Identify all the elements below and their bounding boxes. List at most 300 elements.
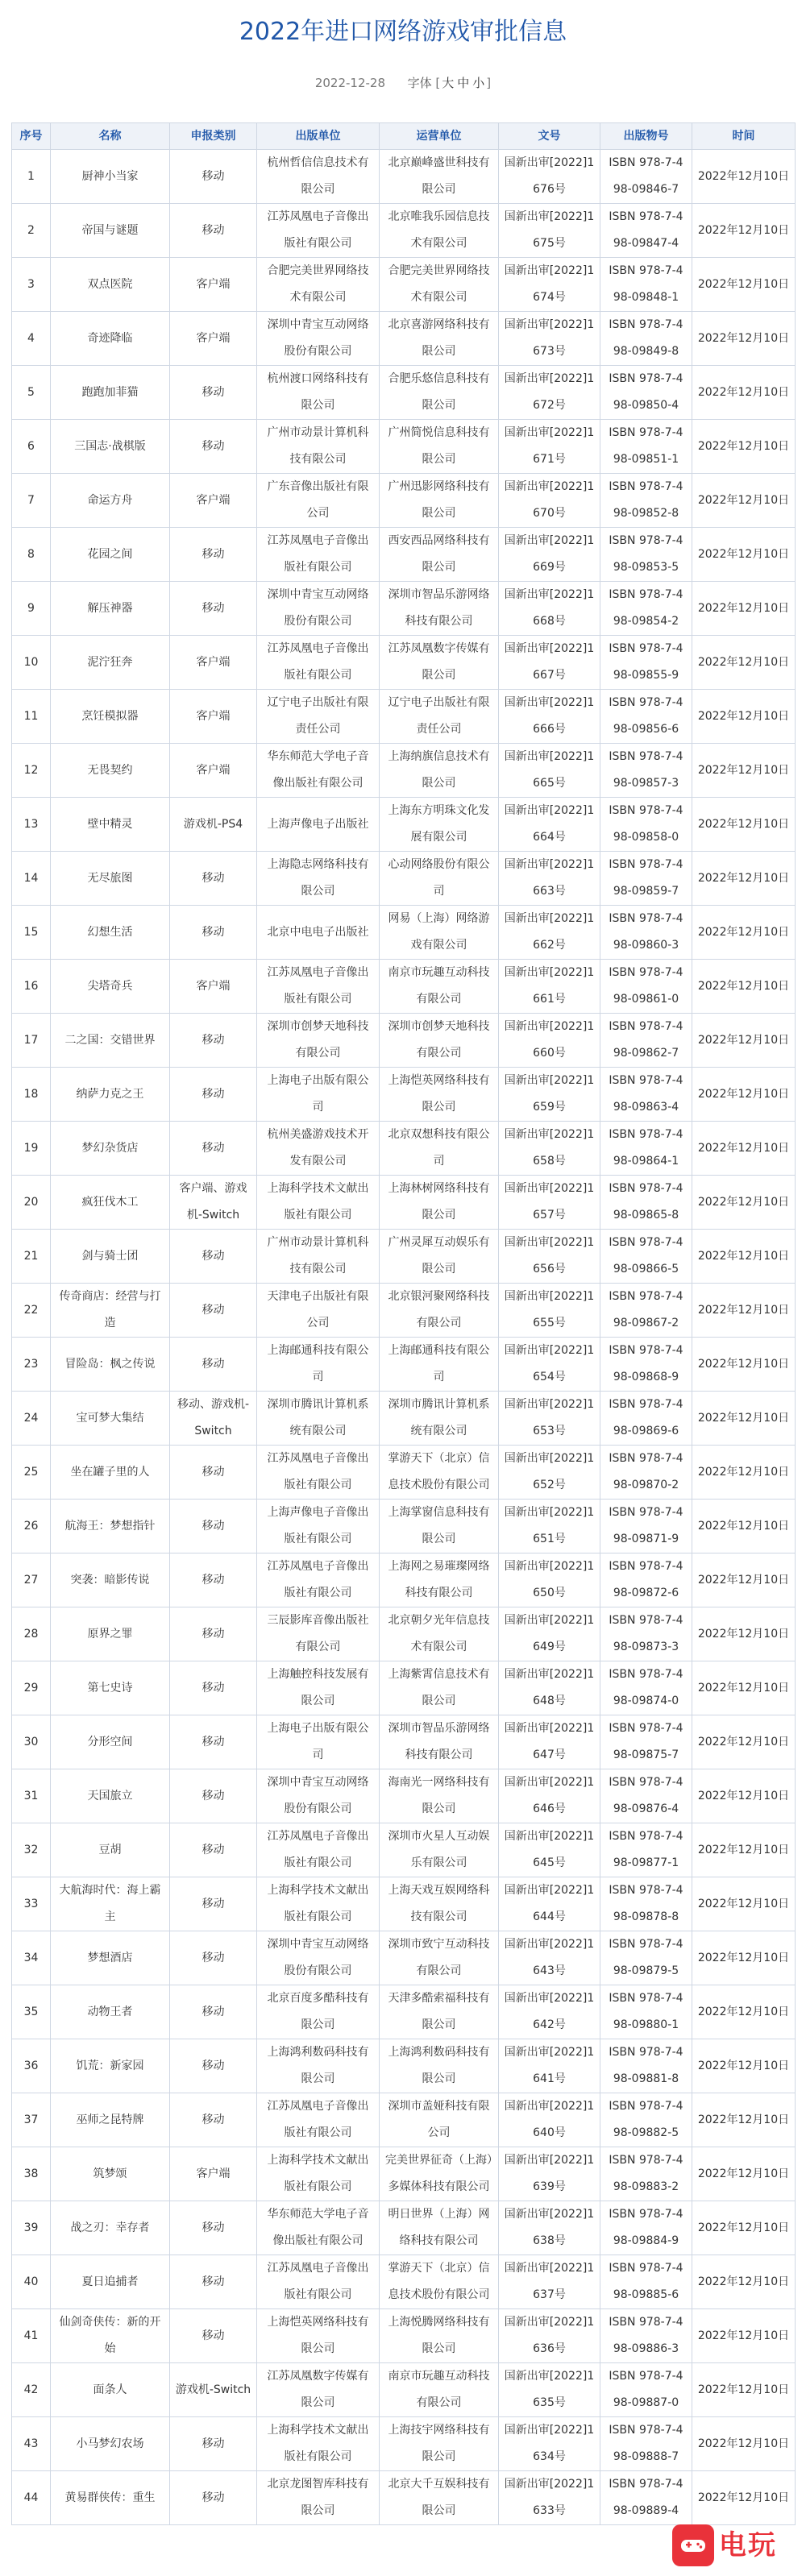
cell-operator: 上海东方明珠文化发展有限公司: [380, 798, 499, 852]
cell-date: 2022年12月10日: [692, 420, 796, 474]
cell-date: 2022年12月10日: [692, 2417, 796, 2471]
cell-operator: 合肥完美世界网络技术有限公司: [380, 258, 499, 312]
cell-operator: 上海紫霄信息技术有限公司: [380, 1661, 499, 1715]
table-row: [12, 1553, 796, 1607]
cell-name: 宝可梦大集结: [51, 1392, 170, 1446]
table-row: [12, 1122, 796, 1176]
cell-name: 尖塔奇兵: [51, 960, 170, 1014]
cell-approval-number: 国新出审[2022]1644号: [499, 1877, 600, 1931]
cell-isbn: ISBN 978-7-498-09886-3: [600, 2309, 692, 2363]
font-size-medium-button[interactable]: 中: [457, 76, 470, 90]
cell-name: 夏日追捕者: [51, 2255, 170, 2309]
cell-date: 2022年12月10日: [692, 1553, 796, 1607]
cell-approval-number: 国新出审[2022]1665号: [499, 744, 600, 798]
watermark-logo: [672, 2523, 793, 2568]
cell-date: 2022年12月10日: [692, 1931, 796, 1985]
cell-approval-number: 国新出审[2022]1636号: [499, 2309, 600, 2363]
cell-category: 移动: [170, 1661, 257, 1715]
cell-isbn: ISBN 978-7-498-09862-7: [600, 1014, 692, 1068]
cell-category: 客户端: [170, 258, 257, 312]
cell-index: 33: [12, 1877, 51, 1931]
font-size-bracket-close: ]: [486, 76, 492, 90]
cell-operator: 上海纳旗信息技术有限公司: [380, 744, 499, 798]
cell-isbn: ISBN 978-7-498-09859-7: [600, 852, 692, 906]
cell-index: 21: [12, 1230, 51, 1284]
cell-publisher: 上海科学技术文献出版社有限公司: [257, 1176, 380, 1230]
watermark-text: 电玩: [719, 2529, 777, 2561]
cell-index: 42: [12, 2363, 51, 2417]
cell-isbn: ISBN 978-7-498-09861-0: [600, 960, 692, 1014]
cell-operator: 上海悦腾网络科技有限公司: [380, 2309, 499, 2363]
cell-category: 移动: [170, 1500, 257, 1553]
table-row: [12, 1661, 796, 1715]
cell-category: 客户端: [170, 960, 257, 1014]
cell-date: 2022年12月10日: [692, 150, 796, 204]
cell-operator: 掌游天下（北京）信息技术股份有限公司: [380, 2255, 499, 2309]
cell-operator: 深圳市盖娅科技有限公司: [380, 2093, 499, 2147]
cell-category: 移动: [170, 420, 257, 474]
cell-name: 三国志·战棋版: [51, 420, 170, 474]
cell-operator: 广州简悦信息科技有限公司: [380, 420, 499, 474]
cell-approval-number: 国新出审[2022]1639号: [499, 2147, 600, 2201]
cell-isbn: ISBN 978-7-498-09876-4: [600, 1769, 692, 1823]
cell-publisher: 上海触控科技发展有限公司: [257, 1661, 380, 1715]
cell-isbn: ISBN 978-7-498-09869-6: [600, 1392, 692, 1446]
cell-category: 移动: [170, 906, 257, 960]
cell-date: 2022年12月10日: [692, 528, 796, 582]
cell-isbn: ISBN 978-7-498-09880-1: [600, 1985, 692, 2039]
cell-date: 2022年12月10日: [692, 744, 796, 798]
cell-category: 客户端: [170, 636, 257, 690]
cell-index: 3: [12, 258, 51, 312]
cell-approval-number: 国新出审[2022]1666号: [499, 690, 600, 744]
cell-date: 2022年12月10日: [692, 1985, 796, 2039]
cell-name: 战之刃：幸存者: [51, 2201, 170, 2255]
cell-publisher: 北京中电电子出版社: [257, 906, 380, 960]
cell-isbn: ISBN 978-7-498-09849-8: [600, 312, 692, 366]
table-row: [12, 1607, 796, 1661]
cell-publisher: 江苏凤凰电子音像出版社有限公司: [257, 1446, 380, 1500]
cell-date: 2022年12月10日: [692, 1068, 796, 1122]
cell-date: 2022年12月10日: [692, 2363, 796, 2417]
cell-isbn: ISBN 978-7-498-09879-5: [600, 1931, 692, 1985]
cell-category: 客户端: [170, 474, 257, 528]
cell-date: 2022年12月10日: [692, 636, 796, 690]
cell-category: 移动: [170, 150, 257, 204]
cell-approval-number: 国新出审[2022]1650号: [499, 1553, 600, 1607]
header-category: 申报类别: [170, 123, 257, 150]
cell-isbn: ISBN 978-7-498-09856-6: [600, 690, 692, 744]
cell-approval-number: 国新出审[2022]1653号: [499, 1392, 600, 1446]
cell-index: 26: [12, 1500, 51, 1553]
header-name: 名称: [51, 123, 170, 150]
cell-index: 24: [12, 1392, 51, 1446]
cell-operator: 深圳市火星人互动娱乐有限公司: [380, 1823, 499, 1877]
cell-isbn: ISBN 978-7-498-09878-8: [600, 1877, 692, 1931]
cell-operator: 南京市玩趣互动科技有限公司: [380, 2363, 499, 2417]
cell-operator: 广州灵犀互动娱乐有限公司: [380, 1230, 499, 1284]
cell-approval-number: 国新出审[2022]1664号: [499, 798, 600, 852]
cell-date: 2022年12月10日: [692, 1607, 796, 1661]
cell-operator: 北京喜游网络科技有限公司: [380, 312, 499, 366]
table-row: [12, 2417, 796, 2471]
cell-approval-number: 国新出审[2022]1652号: [499, 1446, 600, 1500]
cell-index: 23: [12, 1338, 51, 1392]
cell-date: 2022年12月10日: [692, 1392, 796, 1446]
cell-approval-number: 国新出审[2022]1646号: [499, 1769, 600, 1823]
cell-date: 2022年12月10日: [692, 2471, 796, 2525]
cell-operator: 海南光一网络科技有限公司: [380, 1769, 499, 1823]
cell-index: 25: [12, 1446, 51, 1500]
cell-index: 44: [12, 2471, 51, 2525]
cell-operator: 上海技宇网络科技有限公司: [380, 2417, 499, 2471]
cell-approval-number: 国新出审[2022]1670号: [499, 474, 600, 528]
font-size-label: 字体: [407, 76, 432, 90]
cell-publisher: 深圳市腾讯计算机系统有限公司: [257, 1392, 380, 1446]
cell-isbn: ISBN 978-7-498-09855-9: [600, 636, 692, 690]
cell-operator: 上海掌窗信息科技有限公司: [380, 1500, 499, 1553]
cell-publisher: 深圳中青宝互动网络股份有限公司: [257, 1931, 380, 1985]
table-row: [12, 474, 796, 528]
cell-isbn: ISBN 978-7-498-09860-3: [600, 906, 692, 960]
cell-isbn: ISBN 978-7-498-09889-4: [600, 2471, 692, 2525]
table-row: [12, 852, 796, 906]
table-row: [12, 1500, 796, 1553]
table-body: [12, 150, 796, 2525]
cell-publisher: 杭州美盛游戏技术开发有限公司: [257, 1122, 380, 1176]
cell-approval-number: 国新出审[2022]1662号: [499, 906, 600, 960]
cell-date: 2022年12月10日: [692, 1176, 796, 1230]
cell-isbn: ISBN 978-7-498-09877-1: [600, 1823, 692, 1877]
cell-approval-number: 国新出审[2022]1657号: [499, 1176, 600, 1230]
cell-index: 7: [12, 474, 51, 528]
font-size-bracket-open: [: [435, 76, 441, 90]
cell-name: 动物王者: [51, 1985, 170, 2039]
cell-operator: 掌游天下（北京）信息技术股份有限公司: [380, 1446, 499, 1500]
cell-date: 2022年12月10日: [692, 1769, 796, 1823]
cell-index: 19: [12, 1122, 51, 1176]
cell-category: 移动: [170, 1877, 257, 1931]
approval-table: [11, 122, 796, 2525]
cell-category: 移动: [170, 1446, 257, 1500]
cell-isbn: ISBN 978-7-498-09888-7: [600, 2417, 692, 2471]
table-row: [12, 150, 796, 204]
cell-name: 纳萨力克之王: [51, 1068, 170, 1122]
header-publisher: 出版单位: [257, 123, 380, 150]
cell-date: 2022年12月10日: [692, 312, 796, 366]
cell-operator: 上海林树网络科技有限公司: [380, 1176, 499, 1230]
cell-publisher: 江苏凤凰电子音像出版社有限公司: [257, 528, 380, 582]
table-row: [12, 312, 796, 366]
cell-category: 移动: [170, 852, 257, 906]
cell-index: 28: [12, 1607, 51, 1661]
cell-isbn: ISBN 978-7-498-09872-6: [600, 1553, 692, 1607]
cell-name: 大航海时代：海上霸主: [51, 1877, 170, 1931]
table-row: [12, 636, 796, 690]
cell-index: 27: [12, 1553, 51, 1607]
cell-approval-number: 国新出审[2022]1651号: [499, 1500, 600, 1553]
cell-name: 跑跑加菲猫: [51, 366, 170, 420]
cell-publisher: 江苏凤凰电子音像出版社有限公司: [257, 636, 380, 690]
cell-approval-number: 国新出审[2022]1642号: [499, 1985, 600, 2039]
cell-operator: 北京大千互娱科技有限公司: [380, 2471, 499, 2525]
cell-name: 双点医院: [51, 258, 170, 312]
cell-index: 29: [12, 1661, 51, 1715]
cell-date: 2022年12月10日: [692, 1823, 796, 1877]
cell-publisher: 广州市动景计算机科技有限公司: [257, 420, 380, 474]
cell-category: 客户端: [170, 2147, 257, 2201]
cell-name: 筑梦颂: [51, 2147, 170, 2201]
cell-publisher: 上海隐志网络科技有限公司: [257, 852, 380, 906]
table-row: [12, 1446, 796, 1500]
cell-category: 移动: [170, 1284, 257, 1338]
cell-name: 帝国与谜题: [51, 204, 170, 258]
cell-operator: 北京双想科技有限公司: [380, 1122, 499, 1176]
cell-name: 分形空间: [51, 1715, 170, 1769]
cell-isbn: ISBN 978-7-498-09858-0: [600, 798, 692, 852]
cell-isbn: ISBN 978-7-498-09873-3: [600, 1607, 692, 1661]
table-row: [12, 1284, 796, 1338]
cell-name: 花园之间: [51, 528, 170, 582]
cell-name: 解压神器: [51, 582, 170, 636]
cell-category: 移动: [170, 2255, 257, 2309]
cell-publisher: 杭州哲信信息技术有限公司: [257, 150, 380, 204]
cell-name: 剑与骑士团: [51, 1230, 170, 1284]
cell-category: 移动: [170, 366, 257, 420]
cell-isbn: ISBN 978-7-498-09863-4: [600, 1068, 692, 1122]
cell-name: 梦幻杂货店: [51, 1122, 170, 1176]
cell-category: 移动: [170, 1014, 257, 1068]
table-row: [12, 2201, 796, 2255]
cell-approval-number: 国新出审[2022]1658号: [499, 1122, 600, 1176]
cell-isbn: ISBN 978-7-498-09847-4: [600, 204, 692, 258]
cell-approval-number: 国新出审[2022]1661号: [499, 960, 600, 1014]
cell-index: 16: [12, 960, 51, 1014]
cell-isbn: ISBN 978-7-498-09868-9: [600, 1338, 692, 1392]
cell-operator: 北京唯我乐园信息技术有限公司: [380, 204, 499, 258]
cell-name: 传奇商店：经营与打造: [51, 1284, 170, 1338]
article-date: 2022-12-28: [314, 76, 386, 90]
cell-name: 无畏契约: [51, 744, 170, 798]
cell-publisher: 深圳市创梦天地科技有限公司: [257, 1014, 380, 1068]
cell-operator: 北京巅峰盛世科技有限公司: [380, 150, 499, 204]
table-row: [12, 1715, 796, 1769]
cell-publisher: 江苏凤凰电子音像出版社有限公司: [257, 1823, 380, 1877]
cell-isbn: ISBN 978-7-498-09881-8: [600, 2039, 692, 2093]
cell-operator: 上海鸿利数码科技有限公司: [380, 2039, 499, 2093]
table-row: [12, 204, 796, 258]
cell-category: 移动: [170, 1607, 257, 1661]
table-row: [12, 1931, 796, 1985]
cell-approval-number: 国新出审[2022]1643号: [499, 1931, 600, 1985]
table-row: [12, 1769, 796, 1823]
cell-approval-number: 国新出审[2022]1634号: [499, 2417, 600, 2471]
cell-index: 34: [12, 1931, 51, 1985]
cell-index: 20: [12, 1176, 51, 1230]
table-row: [12, 1985, 796, 2039]
cell-category: 客户端: [170, 744, 257, 798]
cell-name: 无尽旅图: [51, 852, 170, 906]
table-row: [12, 582, 796, 636]
cell-category: 移动: [170, 1338, 257, 1392]
cell-operator: 辽宁电子出版社有限责任公司: [380, 690, 499, 744]
cell-isbn: ISBN 978-7-498-09885-6: [600, 2255, 692, 2309]
cell-date: 2022年12月10日: [692, 258, 796, 312]
cell-date: 2022年12月10日: [692, 852, 796, 906]
cell-index: 1: [12, 150, 51, 204]
table-row: [12, 690, 796, 744]
cell-index: 6: [12, 420, 51, 474]
cell-publisher: 三辰影库音像出版社有限公司: [257, 1607, 380, 1661]
table-header-row: [12, 123, 796, 150]
cell-publisher: 江苏凤凰电子音像出版社有限公司: [257, 1553, 380, 1607]
cell-index: 12: [12, 744, 51, 798]
game-controller-icon: [672, 2524, 714, 2566]
cell-name: 梦想酒店: [51, 1931, 170, 1985]
cell-operator: 天津多酷索福科技有限公司: [380, 1985, 499, 2039]
cell-isbn: ISBN 978-7-498-09864-1: [600, 1122, 692, 1176]
cell-publisher: 华东师范大学电子音像出版社有限公司: [257, 744, 380, 798]
cell-name: 坐在罐子里的人: [51, 1446, 170, 1500]
cell-date: 2022年12月10日: [692, 2255, 796, 2309]
table-row: [12, 2471, 796, 2525]
cell-operator: 北京朝夕光年信息技术有限公司: [380, 1607, 499, 1661]
cell-publisher: 合肥完美世界网络技术有限公司: [257, 258, 380, 312]
cell-category: 移动: [170, 2417, 257, 2471]
table-row: [12, 2363, 796, 2417]
cell-operator: 上海邮通科技有限公司: [380, 1338, 499, 1392]
cell-publisher: 广州市动景计算机科技有限公司: [257, 1230, 380, 1284]
cell-name: 壁中精灵: [51, 798, 170, 852]
cell-isbn: ISBN 978-7-498-09887-0: [600, 2363, 692, 2417]
cell-category: 移动: [170, 1122, 257, 1176]
cell-approval-number: 国新出审[2022]1669号: [499, 528, 600, 582]
font-size-large-button[interactable]: 大: [442, 76, 455, 90]
cell-isbn: ISBN 978-7-498-09848-1: [600, 258, 692, 312]
cell-name: 冒险岛：枫之传说: [51, 1338, 170, 1392]
table-row: [12, 2039, 796, 2093]
cell-operator: 江苏凤凰数字传媒有限公司: [380, 636, 499, 690]
cell-category: 移动: [170, 204, 257, 258]
cell-date: 2022年12月10日: [692, 906, 796, 960]
cell-name: 泥泞狂奔: [51, 636, 170, 690]
cell-name: 厨神小当家: [51, 150, 170, 204]
cell-category: 移动: [170, 1769, 257, 1823]
cell-publisher: 深圳中青宝互动网络股份有限公司: [257, 312, 380, 366]
cell-isbn: ISBN 978-7-498-09884-9: [600, 2201, 692, 2255]
cell-isbn: ISBN 978-7-498-09850-4: [600, 366, 692, 420]
cell-approval-number: 国新出审[2022]1641号: [499, 2039, 600, 2093]
cell-name: 天国旅立: [51, 1769, 170, 1823]
cell-date: 2022年12月10日: [692, 2309, 796, 2363]
cell-operator: 深圳市智品乐游网络科技有限公司: [380, 582, 499, 636]
cell-operator: 深圳市腾讯计算机系统有限公司: [380, 1392, 499, 1446]
cell-category: 移动: [170, 582, 257, 636]
cell-name: 命运方舟: [51, 474, 170, 528]
cell-isbn: ISBN 978-7-498-09865-8: [600, 1176, 692, 1230]
cell-publisher: 江苏凤凰电子音像出版社有限公司: [257, 2255, 380, 2309]
cell-publisher: 上海科学技术文献出版社有限公司: [257, 1877, 380, 1931]
cell-name: 幻想生活: [51, 906, 170, 960]
table-row: [12, 798, 796, 852]
cell-category: 游戏机-Switch: [170, 2363, 257, 2417]
cell-approval-number: 国新出审[2022]1668号: [499, 582, 600, 636]
table-row: [12, 420, 796, 474]
cell-publisher: 北京龙图智库科技有限公司: [257, 2471, 380, 2525]
cell-publisher: 华东师范大学电子音像出版社有限公司: [257, 2201, 380, 2255]
cell-name: 奇迹降临: [51, 312, 170, 366]
cell-operator: 广州迅影网络科技有限公司: [380, 474, 499, 528]
cell-category: 移动: [170, 528, 257, 582]
cell-publisher: 深圳中青宝互动网络股份有限公司: [257, 1769, 380, 1823]
cell-approval-number: 国新出审[2022]1633号: [499, 2471, 600, 2525]
cell-approval-number: 国新出审[2022]1672号: [499, 366, 600, 420]
cell-approval-number: 国新出审[2022]1635号: [499, 2363, 600, 2417]
cell-approval-number: 国新出审[2022]1640号: [499, 2093, 600, 2147]
cell-publisher: 广东音像出版社有限公司: [257, 474, 380, 528]
cell-date: 2022年12月10日: [692, 2201, 796, 2255]
cell-isbn: ISBN 978-7-498-09851-1: [600, 420, 692, 474]
table-row: [12, 1176, 796, 1230]
cell-index: 39: [12, 2201, 51, 2255]
cell-category: 移动、游戏机-Switch: [170, 1392, 257, 1446]
header-date: 时间: [692, 123, 796, 150]
cell-date: 2022年12月10日: [692, 1014, 796, 1068]
cell-index: 13: [12, 798, 51, 852]
cell-date: 2022年12月10日: [692, 1500, 796, 1553]
cell-approval-number: 国新出审[2022]1645号: [499, 1823, 600, 1877]
cell-isbn: ISBN 978-7-498-09866-5: [600, 1230, 692, 1284]
cell-publisher: 上海科学技术文献出版社有限公司: [257, 2417, 380, 2471]
cell-category: 移动: [170, 2093, 257, 2147]
cell-approval-number: 国新出审[2022]1654号: [499, 1338, 600, 1392]
cell-index: 38: [12, 2147, 51, 2201]
cell-date: 2022年12月10日: [692, 366, 796, 420]
font-size-small-button[interactable]: 小: [472, 76, 485, 90]
cell-approval-number: 国新出审[2022]1659号: [499, 1068, 600, 1122]
cell-operator: 深圳市智品乐游网络科技有限公司: [380, 1715, 499, 1769]
cell-index: 11: [12, 690, 51, 744]
cell-index: 37: [12, 2093, 51, 2147]
cell-isbn: ISBN 978-7-498-09854-2: [600, 582, 692, 636]
cell-index: 17: [12, 1014, 51, 1068]
cell-isbn: ISBN 978-7-498-09853-5: [600, 528, 692, 582]
cell-category: 移动: [170, 1823, 257, 1877]
cell-index: 36: [12, 2039, 51, 2093]
cell-index: 18: [12, 1068, 51, 1122]
cell-category: 移动: [170, 1985, 257, 2039]
table-row: [12, 2255, 796, 2309]
cell-publisher: 辽宁电子出版社有限责任公司: [257, 690, 380, 744]
cell-date: 2022年12月10日: [692, 204, 796, 258]
cell-name: 突袭：暗影传说: [51, 1553, 170, 1607]
cell-operator: 北京银河聚网络科技有限公司: [380, 1284, 499, 1338]
cell-approval-number: 国新出审[2022]1671号: [499, 420, 600, 474]
table-row: [12, 1068, 796, 1122]
cell-category: 游戏机-PS4: [170, 798, 257, 852]
cell-isbn: ISBN 978-7-498-09846-7: [600, 150, 692, 204]
header-approval-number: 文号: [499, 123, 600, 150]
table-row: [12, 258, 796, 312]
cell-date: 2022年12月10日: [692, 1446, 796, 1500]
cell-publisher: 杭州渡口网络科技有限公司: [257, 366, 380, 420]
cell-publisher: 上海电子出版有限公司: [257, 1068, 380, 1122]
cell-index: 5: [12, 366, 51, 420]
cell-approval-number: 国新出审[2022]1675号: [499, 204, 600, 258]
table-row: [12, 1230, 796, 1284]
cell-index: 30: [12, 1715, 51, 1769]
cell-index: 2: [12, 204, 51, 258]
